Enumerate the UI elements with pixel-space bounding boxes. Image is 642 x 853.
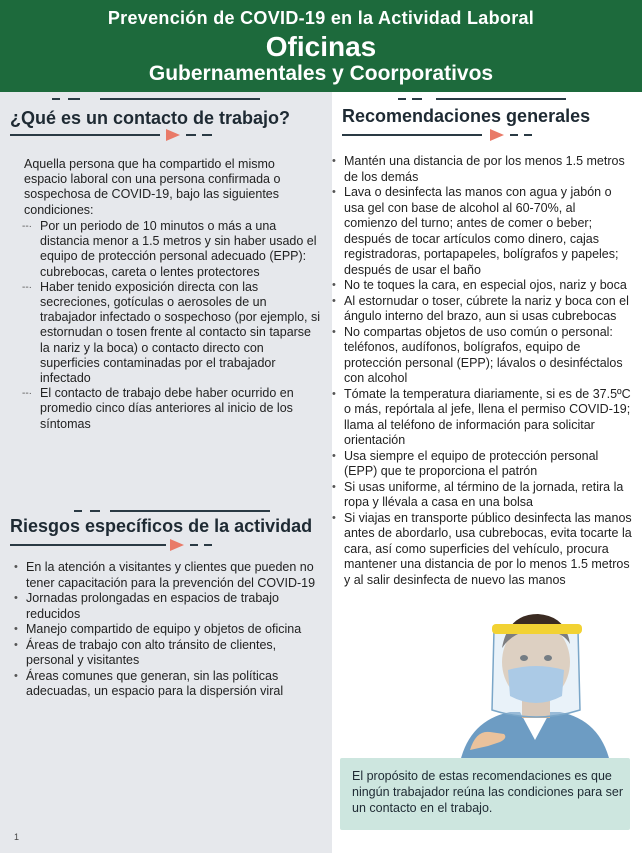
list-item-text: No te toques la cara, en especial ojos, nariz y boca	[344, 278, 627, 292]
section-deco-bottom	[10, 134, 160, 136]
triangle-accent	[166, 129, 180, 141]
bullet-dot-icon: •	[14, 561, 18, 573]
list-item	[332, 449, 632, 480]
section-deco-bottom	[186, 134, 196, 136]
list-item	[332, 480, 632, 511]
bullet-dot-icon: •	[332, 294, 336, 307]
header-banner	[0, 0, 642, 92]
section-deco-top	[436, 98, 566, 100]
callout-text: El propósito de estas recomendaciones es que ningún trabajador reúna las condiciones para ser un contacto en el trabajo.	[352, 769, 624, 815]
list-item	[332, 325, 632, 387]
bullet-dash-icon: --·	[22, 221, 32, 232]
list-item	[22, 386, 322, 432]
list-item	[332, 185, 632, 278]
list-item-text: Al estornudar o toser, cúbrete la nariz y boca con el ángulo interno del brazo, aun si usas cubrebocas	[344, 293, 629, 323]
bullet-dot-icon: •	[332, 325, 336, 338]
section-title-riesgos: Riesgos específicos de la actividad	[10, 516, 313, 536]
list-item-text: Manejo compartido de equipo y objetos de oficina	[26, 622, 302, 636]
list-item-text: Áreas de trabajo con alto tránsito de clientes, personal y visitantes	[26, 637, 277, 667]
section-deco-top	[110, 510, 270, 512]
list-item	[332, 278, 632, 294]
list-item-text: Tómate la temperatura diariamente, si es de 37.5ºC o más, repórtala al jefe, llena el permiso COVID-19; llama al teléfono de información para solicitar orientación	[344, 386, 631, 447]
list-item-text: Usa siempre el equipo de protección personal (EPP) que te proporciona el patrón	[344, 448, 599, 478]
list-item-text: En la atención a visitantes y clientes que pueden no tener capacitación para la prevención del COVID-19	[26, 560, 316, 590]
list-item	[332, 387, 632, 449]
page-number: 1	[14, 832, 20, 842]
callout-box	[340, 758, 630, 830]
list-item-text: El contacto de trabajo debe haber ocurrido en promedio cinco días anteriores al inicio de los síntomas	[40, 386, 294, 431]
list-item	[14, 638, 324, 669]
worker-illustration	[430, 600, 630, 762]
list-item-text: Lava o desinfecta las manos con agua y jabón o usa gel con base de alcohol al 60-70%, al comienzo del turno; antes de comer o beber; después de tocar artículos como dinero, cajas registradoras, portapapeles, bolígrafos y papeles; después de usar el baño	[344, 185, 619, 277]
bullet-dot-icon: •	[332, 155, 336, 167]
bullet-dot-icon: •	[14, 623, 18, 635]
bullet-dot-icon: •	[14, 592, 18, 604]
section-deco-bottom	[510, 134, 518, 136]
section-deco-top	[90, 510, 100, 512]
section-deco-top	[412, 98, 422, 100]
list-item	[14, 669, 324, 700]
section-deco-bottom	[204, 544, 212, 546]
bullet-dash-icon: --·	[22, 281, 32, 293]
header-kicker: Prevención de COVID-19 en la Actividad Laboral	[107, 8, 535, 28]
bullet-dot-icon: •	[332, 511, 336, 524]
list-item-text: Si viajas en transporte público desinfecta las manos antes de abordarlo, usa cubrebocas, evita tocarte la cara, así como superficies del vehículo, procura mantener una distancia de por lo menos 1.5 metros y al salir desinfecta de nuevo las manos	[344, 510, 632, 587]
section-title-recomendaciones: Recomendaciones generales	[342, 106, 591, 126]
list-item-text: Si usas uniforme, al término de la jornada, retira la ropa y llévala a casa en una bolsa	[344, 479, 624, 509]
section-deco-bottom	[524, 134, 532, 136]
contacto-list	[22, 219, 322, 432]
list-item	[22, 219, 322, 280]
section-deco-bottom	[10, 544, 166, 546]
recomendaciones-list	[332, 154, 632, 588]
list-item	[14, 560, 324, 591]
triangle-accent	[170, 539, 184, 551]
list-item	[332, 294, 632, 325]
list-item	[14, 591, 324, 622]
section-deco-bottom	[202, 134, 212, 136]
section-deco-bottom	[342, 134, 482, 136]
list-item-text: Haber tenido exposición directa con las secreciones, gotículas o aerosoles de un trabajador infectado o sospechoso (por ejemplo, si estornudan o tosen frente al contacto sin taparse la nariz y la boca) o contacto directo con superficies contaminadas por el trabajador infectado	[40, 279, 321, 386]
bullet-dot-icon: •	[332, 480, 336, 493]
section-deco-top	[398, 98, 406, 100]
triangle-accent	[490, 129, 504, 141]
bullet-dot-icon: •	[332, 387, 336, 400]
section-deco-top	[52, 98, 60, 100]
list-item-text: Por un periodo de 10 minutos o más a una distancia menor a 1.5 metros y sin haber usado el equipo de protección personal adecuado (EPP): cubrebocas, careta o lentes protectores	[40, 219, 317, 279]
list-item-text: Jornadas prolongadas en espacios de trabajo reducidos	[26, 591, 279, 621]
section-deco-bottom	[190, 544, 198, 546]
bullet-dot-icon: •	[332, 449, 336, 462]
riesgos-list	[14, 560, 324, 700]
bullet-dot-icon: •	[332, 279, 336, 291]
list-item-text: No compartas objetos de uso común o personal: teléfonos, audífonos, bolígrafos, equipo de protección personal (EPP); lávalos o desinféctalos con alcohol	[344, 324, 623, 385]
bullet-dash-icon: --·	[22, 388, 32, 400]
contacto-intro: Aquella persona que ha compartido el mismo espacio laboral con una persona confirmada o sospechosa de COVID-19, bajo las siguientes condiciones:	[24, 157, 281, 217]
section-deco-top	[74, 510, 82, 512]
list-item	[332, 511, 632, 589]
list-item-text: Mantén una distancia de por los menos 1.5 metros de los demás	[344, 154, 625, 184]
bullet-dot-icon: •	[332, 186, 336, 198]
bullet-dot-icon: •	[14, 638, 18, 651]
section-title-contacto: ¿Qué es un contacto de trabajo?	[10, 108, 291, 128]
bullet-dot-icon: •	[14, 669, 18, 682]
list-item	[14, 622, 324, 638]
section-deco-top	[68, 98, 80, 100]
list-item	[22, 280, 322, 386]
list-item-text: Áreas comunes que generan, sin las políticas adecuadas, un espacio para la dispersión viral	[26, 668, 284, 698]
page-subtitle: Gubernamentales y Coorporativos	[148, 62, 494, 85]
list-item	[332, 154, 632, 185]
page-title: Oficinas	[265, 31, 377, 62]
section-deco-top	[100, 98, 260, 100]
